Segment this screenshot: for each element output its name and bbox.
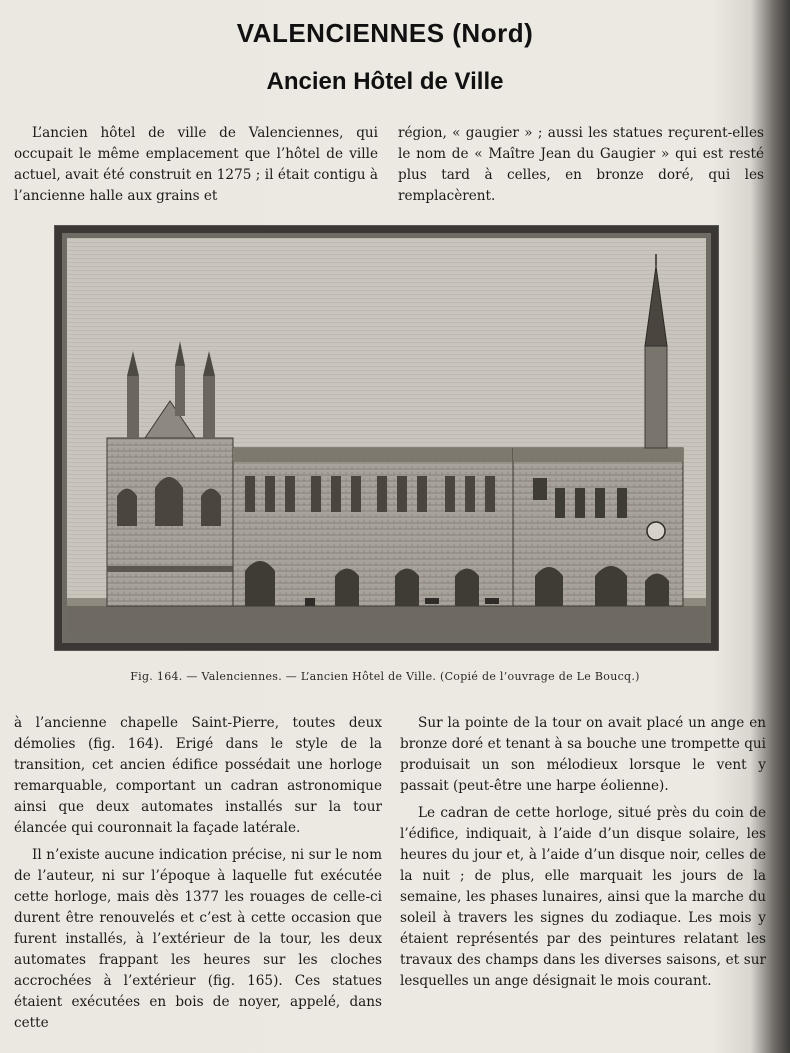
town-hall-engraving	[55, 226, 718, 650]
paragraph: région, « gaugier » ; aussi les statues reçurent-elles le nom de « Maître Jean du Gaugier » qui est resté plus tard à celles, en bronze doré, qui les remplacèrent.	[398, 125, 764, 204]
page-title: VALENCIENNES (Nord)	[236, 18, 534, 48]
figure-caption: Fig. 164. — Valenciennes. — L’ancien Hôtel de Ville. (Copié de l’ouvrage de Le Boucq.)	[130, 670, 640, 683]
intro-column-left	[14, 123, 378, 207]
paragraph: Sur la pointe de la tour on avait placé un ange en bronze doré et tenant à sa bouche une trompette qui produisait un son mélodieux lorsque le vent y passait (peut-être une harpe éolienne).	[400, 715, 766, 794]
paragraph: L’ancien hôtel de ville de Valenciennes, qui occupait le même emplacement que l’hôtel de ville actuel, avait été construit en 1275 ; il était contigu à l’ancienne halle aux grains et	[14, 125, 378, 204]
paragraph: à l’ancienne chapelle Saint-Pierre, toutes deux démolies (fig. 164). Erigé dans le style de la transition, cet ancien édifice possédait une horloge remarquable, comportant un cadran astronomique ainsi que deux automates installés sur la tour élancée qui couronnait la façade latérale.	[14, 715, 382, 836]
body-column-right	[400, 713, 766, 992]
engraving-figure	[55, 226, 718, 650]
body-column-left	[14, 713, 382, 1034]
intro-column-right	[398, 123, 764, 207]
paragraph: Le cadran de cette horloge, situé près du coin de l’édifice, indiquait, à l’aide d’un disque solaire, les heures du jour et, à l’aide d’un disque noir, celles de la nuit ; de plus, elle marquait les jours de la semaine, les phases lunaires, ainsi que la marche du soleil à travers les signes du zodiaque. Les mois y étaient représentés par des peintures relatant les travaux des champs dans les diverses saisons, et sur lesquelles un ange désignait le mois courant.	[400, 805, 766, 989]
paragraph: Il n’existe aucune indication précise, ni sur le nom de l’auteur, ni sur l’époque à laquelle fut exécutée cette horloge, mais dès 1377 les rouages de celle-ci durent être renouvelés et c’est à cette occasion que furent installés, à l’extérieur de la tour, les deux automates frappant les heures sur les cloches accrochées à l’extérieur (fig. 165). Ces statues étaient exécutées en bois de noyer, appelé, dans cette	[14, 847, 382, 1031]
page-subtitle: Ancien Hôtel de Ville	[266, 68, 504, 95]
